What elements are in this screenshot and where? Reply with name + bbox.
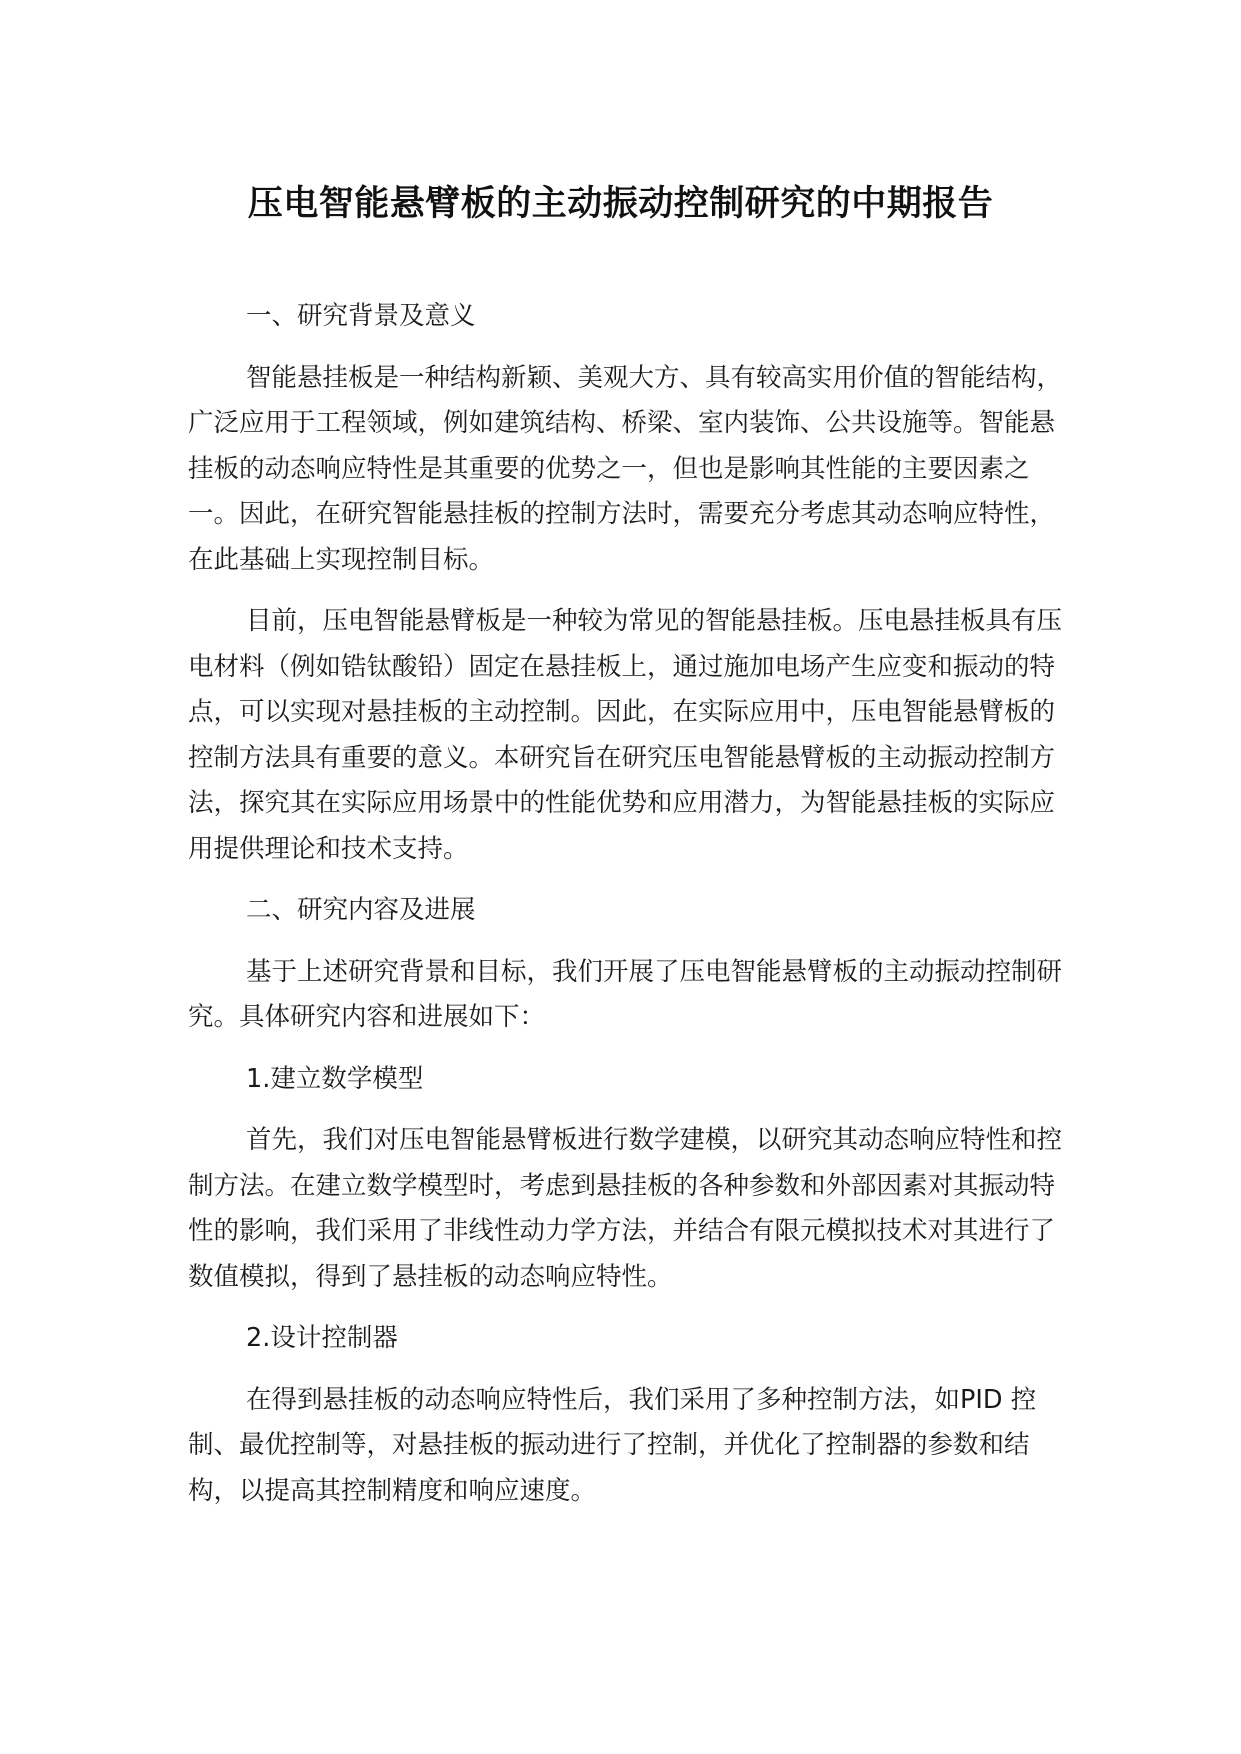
- subsection-heading-controller: 2.设计控制器: [246, 1323, 398, 1353]
- document-title: 压电智能悬臂板的主动振动控制研究的中期报告: [247, 184, 994, 224]
- section-heading-background: 一、研究背景及意义: [246, 301, 476, 331]
- document-body: [188, 294, 1078, 1530]
- section-heading-content: 二、研究内容及进展: [246, 895, 476, 925]
- paragraph-model: 首先，我们对压电智能悬臂板进行数学建模，以研究其动态响应特性和控制方法。在建立数学模型时，考虑到悬挂板的各种参数和外部因素对其振动特性的影响，我们采用了非线性动力学方法，并结合有限元模拟技术对其进行了数值模拟，得到了悬挂板的动态响应特性。: [188, 1125, 1063, 1292]
- paragraph-background-2: 目前，压电智能悬臂板是一种较为常见的智能悬挂板。压电悬挂板具有压电材料（例如锆钛酸铅）固定在悬挂板上，通过施加电场产生应变和振动的特点，可以实现对悬挂板的主动控制。因此，在实际应用中，压电智能悬臂板的控制方法具有重要的意义。本研究旨在研究压电智能悬臂板的主动振动控制方法，探究其在实际应用场景中的性能优势和应用潜力，为智能悬挂板的实际应用提供理论和技术支持。: [188, 606, 1063, 864]
- paragraph-content-intro: 基于上述研究背景和目标，我们开展了压电智能悬臂板的主动振动控制研究。具体研究内容和进展如下：: [188, 956, 1063, 1032]
- paragraph-controller: 在得到悬挂板的动态响应特性后，我们采用了多种控制方法，如PID 控制、最优控制等，对悬挂板的振动进行了控制，并优化了控制器的参数和结构，以提高其控制精度和响应速度。: [188, 1384, 1037, 1506]
- paragraph-background-1: 智能悬挂板是一种结构新颖、美观大方、具有较高实用价值的智能结构，广泛应用于工程领域，例如建筑结构、桥梁、室内装饰、公共设施等。智能悬挂板的动态响应特性是其重要的优势之一，但也是影响其性能的主要因素之一。因此，在研究智能悬挂板的控制方法时，需要充分考虑其动态响应特性，在此基础上实现控制目标。: [188, 362, 1063, 575]
- subsection-heading-model: 1.建立数学模型: [246, 1063, 424, 1094]
